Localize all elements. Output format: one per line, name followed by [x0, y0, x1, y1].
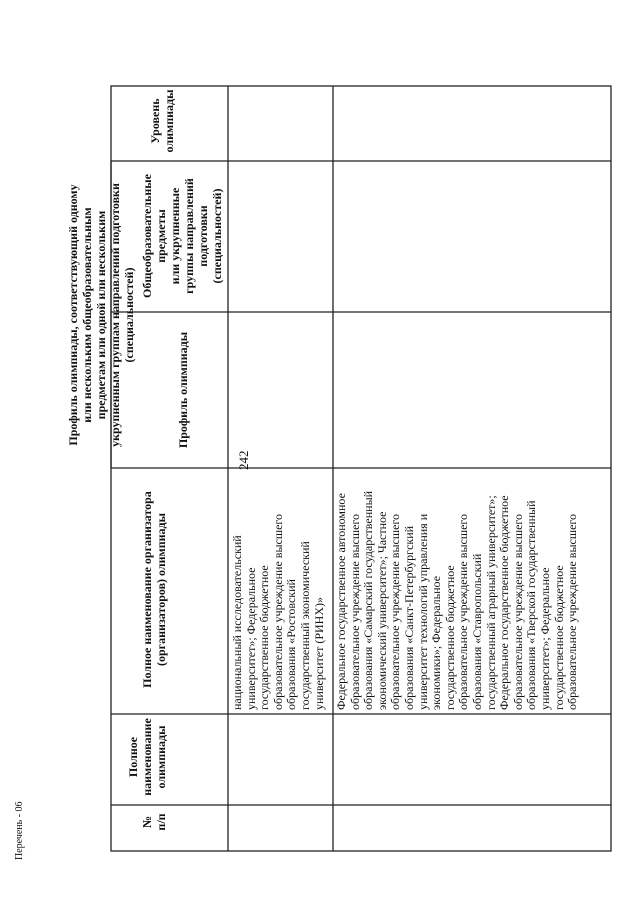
organizer-line: университет»; Федеральное: [537, 567, 552, 710]
header-profile-group: [66, 164, 136, 466]
header-line: Общеобразовательные: [140, 174, 154, 298]
header-line: наименование: [140, 718, 154, 796]
header-line: Полное: [126, 736, 140, 778]
header-level: [148, 84, 176, 158]
organizer-line: государственное бюджетное: [551, 565, 566, 710]
header-line: Профиль олимпиады: [176, 331, 190, 449]
organizer-line: университет»; Федеральное: [243, 567, 258, 710]
header-number-line: №: [140, 815, 154, 829]
organizer-line: образовательное учреждение высшего: [347, 513, 362, 710]
organizer-line: государственное бюджетное: [257, 565, 272, 710]
organizer-line: университет (РИНХ)»: [311, 597, 326, 710]
table-row-organizer: [231, 470, 326, 710]
page-number: 242: [236, 450, 251, 470]
organizer-line: университет технологий управления и: [415, 513, 430, 710]
header-subjects: [140, 162, 224, 310]
organizer-line: национальный исследовательский: [230, 535, 244, 710]
header-line: (организаторов) олимпиады: [154, 513, 168, 666]
organizer-line: образования «Ставропольский: [469, 553, 484, 710]
organizer-line: образовательное учреждение высшего: [510, 513, 525, 710]
header-line: или укрупненные: [168, 187, 182, 285]
header-line: предметам или одной или нескольким: [94, 210, 108, 420]
header-profile: [176, 314, 190, 466]
organizer-line: образования «Ростовский: [284, 579, 299, 710]
header-line: (специальностей): [210, 188, 224, 284]
header-line: группы направлений: [182, 178, 196, 294]
organizer-line: государственный экономический: [297, 541, 312, 710]
header-line: Полное наименование организатора: [140, 491, 154, 688]
header-line: Профиль олимпиады, соответствующий одному: [66, 184, 80, 446]
header-line: Уровень: [148, 98, 162, 144]
organizer-line: образования «Тверской государственный: [524, 500, 539, 710]
organizer-line: образования «Санкт-Петербургский: [401, 525, 416, 710]
organizer-line: образовательное учреждение высшего: [270, 513, 285, 710]
footer-code: Перечень - 06: [14, 801, 25, 860]
header-line: (специальностей): [122, 267, 136, 363]
organizer-line: экономический университет»; Частное: [374, 511, 389, 710]
header-line: олимпиады: [162, 89, 176, 153]
organizer-line: Федеральное государственное бюджетное: [497, 495, 512, 710]
organizer-line: государственное бюджетное: [442, 565, 457, 710]
table-row-organizer: [335, 470, 580, 710]
organizer-line: образовательное учреждение высшего: [388, 513, 403, 710]
organizer-line: Федеральное государственное автономное: [334, 493, 348, 710]
header-number-line: п/п: [154, 813, 168, 831]
header-line: предметы: [154, 209, 168, 263]
header-olympiad-name: [126, 714, 168, 800]
organizer-line: экономики»; Федеральное: [429, 575, 444, 710]
header-number: [140, 808, 168, 836]
organizer-line: образования «Самарский государственный: [361, 490, 376, 710]
organizer-line: государственный аграрный университет»;: [483, 495, 498, 710]
header-line: олимпиады: [154, 725, 168, 789]
header-line: или нескольким общеобразовательным: [80, 207, 94, 423]
header-line: подготовки: [196, 205, 210, 267]
header-line: укрупненным группам направлений подготовки: [108, 183, 122, 447]
organizer-line: образовательное учреждение высшего: [456, 513, 471, 710]
organizer-line: образовательное учреждение высшего: [565, 513, 580, 710]
header-organizer: [140, 467, 168, 712]
